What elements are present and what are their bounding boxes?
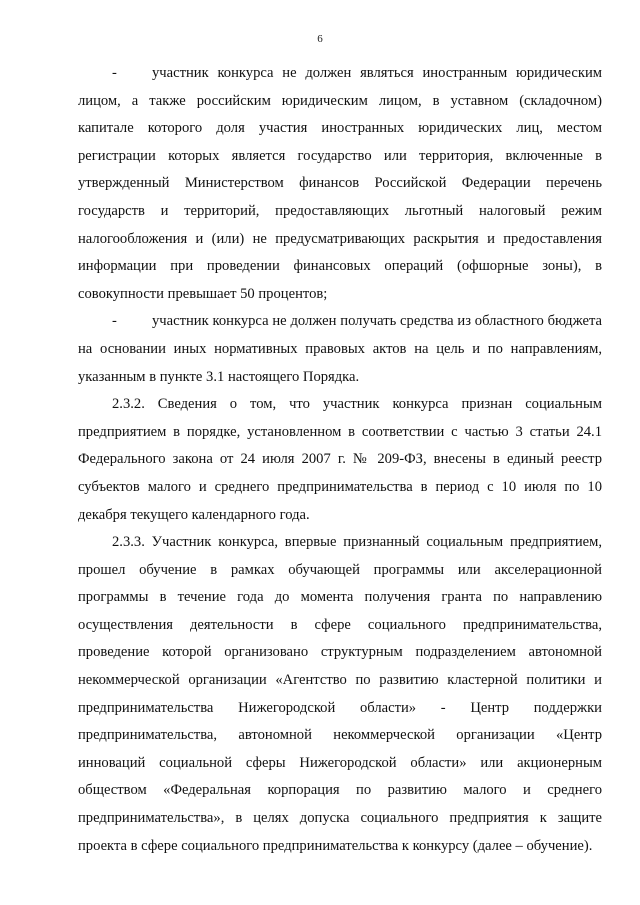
bullet-item-foreign-entity [78, 60, 602, 308]
clause-2-3-2: 2.3.2. Сведения о том, что участник конкурса признан социальным предприятием в порядке, установленном в соответствии с частью 3 статьи 24.1 Федерального закона от 24 июля 2007 г. № 209-ФЗ, внесены в единый реестр субъектов малого и среднего предпринимательства в период с 10 июля по 10 декабря текущего календарного года. [78, 396, 602, 523]
bullet-marker: - [112, 313, 117, 330]
page-number: 6 [317, 33, 323, 45]
bullet-text: участник конкурса не должен являться иностранным юридическим лицом, а также российским юридическим лицом, в уставном (складочном) капитале которого доля участия иностранных юридических лиц, местом регистрации которых является государство или территория, включенные в утвержденный Министерством финансов Российской Федерации перечень государств и территорий, предоставляющих льготный налоговый режим налогообложения и (или) не предусматривающих раскрытия и предоставления информации при проведении финансовых операций (офшорные зоны), в совокупности превышает 50 процентов; [78, 65, 602, 302]
bullet-item-regional-budget [78, 308, 602, 391]
document-body [78, 60, 602, 860]
clause-2-3-3: 2.3.3. Участник конкурса, впервые признанный социальным предприятием, прошел обучение в рамках обучающей программы или акселерационной программы в течение года до момента получения гранта по направлению осуществления деятельности в сфере социального предпринимательства, проведение которой организовано структурным подразделением автономной некоммерческой организации «Агентство по развитию кластерной политики и предпринимательства Нижегородской области» - Центр поддержки предпринимательства, автономной некоммерческой организации «Центр инноваций социальной сферы Нижегородской области» или акционерным обществом «Федеральная корпорация по развитию малого и среднего предпринимательства», в целях допуска социального предприятия к защите проекта в сфере социального предпринимательства к конкурсу (далее – обучение). [78, 534, 602, 854]
bullet-text: участник конкурса не должен получать средства из областного бюджета на основании иных нормативных правовых актов на цель и по направлениям, указанным в пункте 3.1 настоящего Порядка. [78, 313, 602, 385]
bullet-marker: - [112, 65, 117, 81]
